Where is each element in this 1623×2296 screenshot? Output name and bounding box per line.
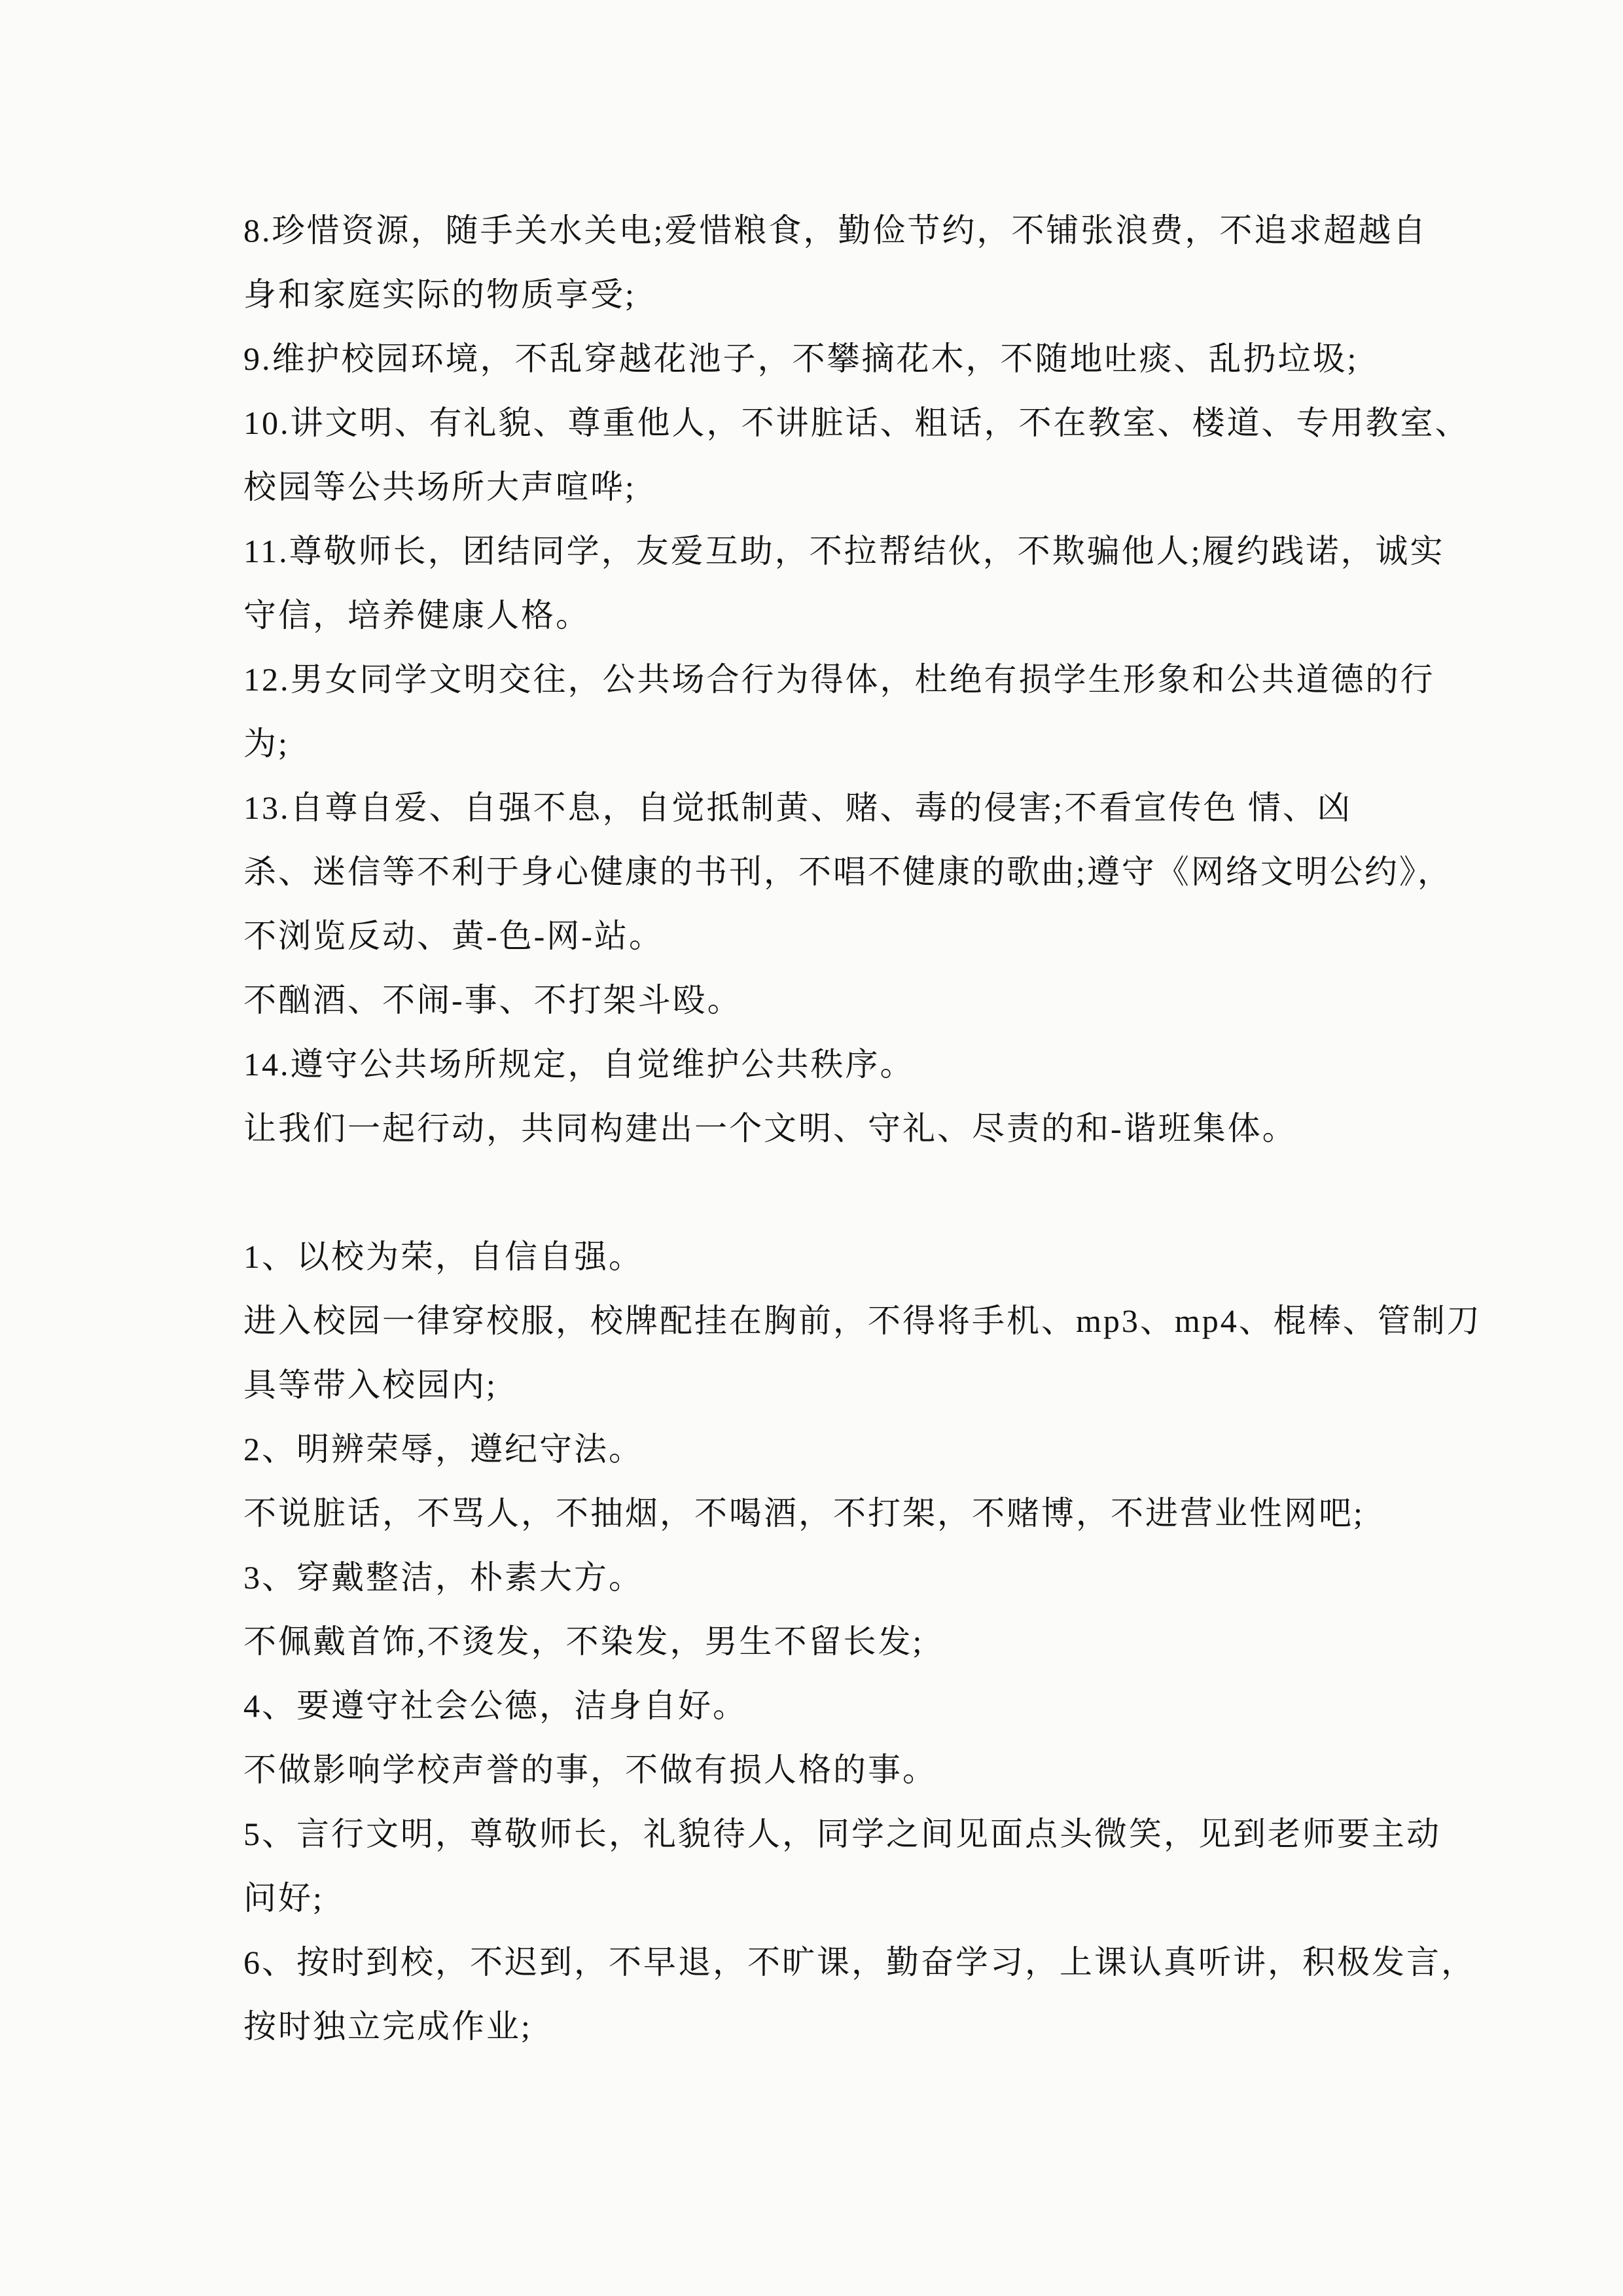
text-line: 12.男女同学文明交往，公共场合行为得体，杜绝有损学生形象和公共道德的行 [243,661,1435,698]
text-line: 进入校园一律穿校服，校牌配挂在胸前，不得将手机、mp3、mp4、棍棒、管制刀 [243,1302,1482,1339]
text-line: 不浏览反动、黄-色-网-站。 [243,918,664,954]
text-line: 11.尊敬师长，团结同学，友爱互助，不拉帮结伙，不欺骗他人;履约践诺，诚实 [243,533,1445,569]
text-line: 10.讲文明、有礼貌、尊重他人，不讲脏话、粗话，不在教室、楼道、专用教室、 [243,404,1470,441]
text-line: 杀、迷信等不利于身心健康的书刊，不唱不健康的歌曲;遵守《网络文明公约》， [243,853,1452,890]
text-line: 守信，培养健康人格。 [243,597,590,634]
text-line: 14.遵守公共场所规定，自觉维护公共秩序。 [243,1046,915,1083]
text-line: 不做影响学校声誉的事，不做有损人格的事。 [243,1751,937,1788]
text-line: 不酗酒、不闹-事、不打架斗殴。 [243,982,742,1018]
text-line: 13.自尊自爱、自强不息，自觉抵制黄、赌、毒的侵害;不看宣传色 情、凶 [243,789,1352,826]
text-line: 8.珍惜资源，随手关水关电;爱惜粮食，勤俭节约，不铺张浪费，不追求超越自 [243,212,1428,249]
text-line: 身和家庭实际的物质享受; [243,276,636,313]
text-line: 6、按时到校，不迟到，不早退，不旷课，勤奋学习，上课认真听讲，积极发言， [243,1944,1476,1981]
text-line: 5、言行文明，尊敬师长，礼貌待人，同学之间见面点头微笑，见到老师要主动 [243,1816,1441,1852]
text-line: 校园等公共场所大声喧哗; [243,469,636,505]
text-line: 按时独立完成作业; [243,2008,532,2045]
text-line: 具等带入校园内; [243,1367,497,1403]
text-line: 不佩戴首饰,不烫发，不染发，男生不留长发; [243,1623,924,1660]
text-line: 1、以校为荣，自信自强。 [243,1238,643,1275]
text-line: 3、穿戴整洁，朴素大方。 [243,1559,643,1596]
text-line [243,1160,1466,1225]
text-line: 问好; [243,1880,324,1916]
text-line: 9.维护校园环境，不乱穿越花池子，不攀摘花木，不随地吐痰、乱扔垃圾; [243,340,1359,377]
text-line: 让我们一起行动，共同构建出一个文明、守礼、尽责的和-谐班集体。 [243,1110,1297,1147]
document-text-block [243,198,1482,2058]
text-line: 4、要遵守社会公德，洁身自好。 [243,1687,747,1724]
text-line: 为; [243,725,289,762]
text-line: 2、明辨荣辱，遵纪守法。 [243,1431,643,1467]
text-line: 不说脏话，不骂人，不抽烟，不喝酒，不打架，不赌博，不进营业性网吧; [243,1495,1364,1532]
